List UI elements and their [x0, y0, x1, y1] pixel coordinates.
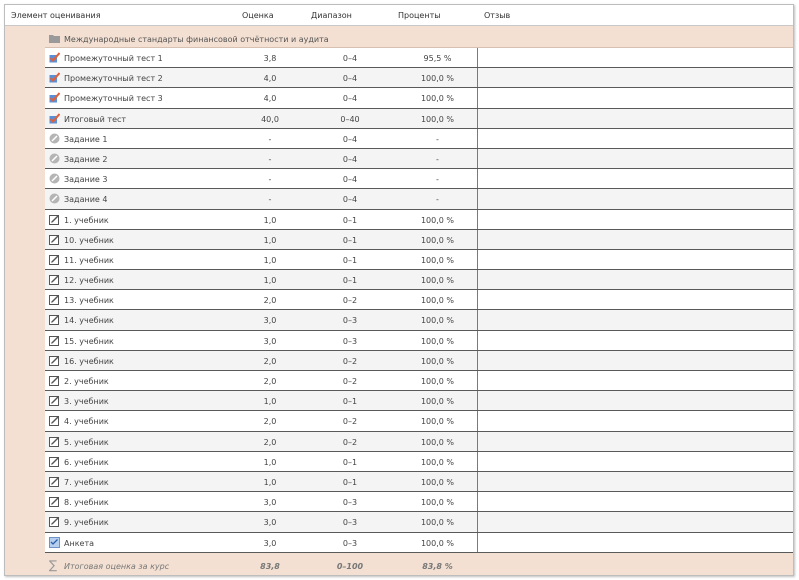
lesson-icon — [49, 355, 60, 366]
quiz-icon — [49, 113, 60, 124]
grade-value: 3,0 — [263, 498, 277, 508]
range-value: 0–1 — [342, 215, 358, 225]
lesson-icon — [49, 415, 60, 426]
range-value: 0–4 — [342, 175, 358, 185]
range-value: 0–1 — [342, 477, 358, 487]
feedback-cell — [478, 310, 793, 329]
table-row — [45, 371, 793, 391]
grade-value: 2,0 — [263, 356, 277, 366]
table-row — [45, 169, 793, 189]
table-row — [45, 109, 793, 129]
lesson-icon — [49, 516, 60, 527]
percent-value: 100,0 % — [420, 255, 455, 265]
grade-value: 3,0 — [263, 336, 277, 346]
range-value: 0–3 — [342, 518, 358, 528]
range-value: 0–4 — [342, 74, 358, 84]
percent-value: 100,0 % — [420, 74, 455, 84]
range-value: 0–4 — [342, 195, 358, 205]
grade-value: 2,0 — [263, 296, 277, 306]
table-row — [45, 48, 793, 68]
category-name: Международные стандарты финансовой отчётности и аудита — [64, 35, 329, 44]
grade-value: 1,0 — [263, 276, 277, 286]
lesson-icon — [49, 375, 60, 386]
grade-item-name[interactable]: 13. учебник — [64, 296, 114, 306]
course-total-percent: 83,8 % — [422, 562, 453, 571]
range-value: 0–2 — [342, 417, 358, 427]
grade-items — [45, 48, 793, 553]
range-value: 0–2 — [342, 356, 358, 366]
lesson-icon — [49, 294, 60, 305]
range-value: 0–3 — [342, 336, 358, 346]
grade-item-name[interactable]: Задание 2 — [64, 154, 108, 164]
lesson-icon — [49, 436, 60, 447]
folder-icon — [49, 34, 60, 45]
table-row — [45, 472, 793, 492]
percent-value: 100,0 % — [420, 437, 455, 447]
course-total-label: Итоговая оценка за курс — [64, 562, 170, 571]
quiz-icon — [49, 52, 60, 63]
feedback-cell — [478, 48, 793, 67]
lesson-icon — [49, 496, 60, 507]
grade-item-name[interactable]: 10. учебник — [64, 235, 114, 245]
header-grade[interactable]: Оценка — [242, 11, 274, 20]
feedback-cell — [478, 512, 793, 531]
grade-item-name[interactable]: 12. учебник — [64, 276, 114, 286]
feedback-cell — [478, 533, 793, 552]
percent-value: 100,0 % — [420, 377, 455, 386]
grade-item-name[interactable]: 1. учебник — [64, 215, 109, 225]
feedback-cell — [478, 432, 793, 451]
range-value: 0–4 — [342, 54, 358, 63]
grade-item-name[interactable]: 2. учебник — [64, 377, 109, 386]
feedback-cell — [478, 452, 793, 471]
table-row — [45, 250, 793, 270]
grade-value: - — [268, 154, 272, 164]
grade-value: 1,0 — [263, 457, 277, 467]
feedback-cell — [478, 391, 793, 410]
quiz-icon — [49, 92, 60, 103]
grade-item-name[interactable]: 15. учебник — [64, 336, 114, 346]
range-value: 0–40 — [340, 114, 360, 124]
header-item[interactable]: Элемент оценивания — [11, 11, 101, 20]
grade-item-name[interactable]: Промежуточный тест 3 — [64, 94, 163, 104]
feedback-cell — [478, 210, 793, 229]
feedback-cell — [478, 290, 793, 309]
table-row — [45, 492, 793, 512]
grade-value: 3,8 — [263, 54, 277, 63]
percent-value: - — [436, 195, 439, 205]
percent-value: 100,0 % — [420, 316, 455, 326]
table-row — [45, 512, 793, 532]
grade-value: - — [268, 175, 272, 185]
table-row — [45, 432, 793, 452]
table-row — [45, 210, 793, 230]
feedback-cell — [478, 411, 793, 430]
percent-value: 95,5 % — [423, 54, 452, 63]
assignment-icon — [49, 153, 60, 164]
assignment-icon — [49, 133, 60, 144]
percent-value: - — [436, 154, 439, 164]
range-value: 0–3 — [342, 316, 358, 326]
range-value: 0–3 — [342, 538, 358, 548]
grade-item-name[interactable]: 4. учебник — [64, 417, 109, 427]
grader-report — [4, 4, 794, 576]
lesson-icon — [49, 335, 60, 346]
percent-value: 100,0 % — [420, 235, 455, 245]
lesson-icon — [49, 314, 60, 325]
lesson-icon — [49, 214, 60, 225]
grade-value: 1,0 — [263, 477, 277, 487]
grade-item-name[interactable]: 11. учебник — [64, 255, 114, 265]
grade-value: 2,0 — [263, 417, 277, 427]
grade-value: 1,0 — [263, 235, 277, 245]
grade-item-name[interactable]: 9. учебник — [64, 518, 109, 528]
grade-item-name[interactable]: 3. учебник — [64, 397, 109, 407]
sigma-icon: ∑ — [49, 558, 58, 572]
header-percent[interactable]: Проценты — [398, 11, 441, 20]
grade-value: - — [268, 134, 272, 144]
assignment-icon — [49, 193, 60, 204]
percent-value: 100,0 % — [420, 356, 455, 366]
table-row — [45, 391, 793, 411]
range-value: 0–1 — [342, 276, 358, 286]
feedback-cell — [478, 230, 793, 249]
percent-value: 100,0 % — [420, 518, 455, 528]
percent-value: 100,0 % — [420, 538, 455, 548]
grade-value: - — [268, 195, 272, 205]
lesson-icon — [49, 456, 60, 467]
range-value: 0–1 — [342, 235, 358, 245]
table-row — [45, 88, 793, 108]
feedback-cell — [478, 492, 793, 511]
feedback-cell — [478, 169, 793, 188]
grade-value: 3,0 — [263, 518, 277, 528]
percent-value: 100,0 % — [420, 114, 455, 124]
range-value: 0–4 — [342, 154, 358, 164]
category-row — [45, 31, 793, 48]
table-row — [45, 189, 793, 209]
range-value: 0–3 — [342, 498, 358, 508]
lesson-icon — [49, 395, 60, 406]
assignment-icon — [49, 173, 60, 184]
table-row — [45, 411, 793, 431]
range-value: 0–2 — [342, 296, 358, 306]
table-row — [45, 290, 793, 310]
lesson-icon — [49, 254, 60, 265]
lesson-icon — [49, 234, 60, 245]
grade-item-name[interactable]: Задание 3 — [64, 175, 108, 185]
table-row — [45, 129, 793, 149]
course-total-row — [45, 557, 793, 574]
grade-item-name[interactable]: 14. учебник — [64, 316, 114, 326]
course-total-range: 0–100 — [336, 562, 364, 571]
feedback-cell — [478, 129, 793, 148]
percent-value: 100,0 % — [420, 498, 455, 508]
table-row — [45, 351, 793, 371]
feedback-cell — [478, 189, 793, 208]
percent-value: 100,0 % — [420, 94, 455, 104]
percent-value: 100,0 % — [420, 397, 455, 407]
table-header — [5, 5, 793, 26]
grade-value: 3,0 — [263, 538, 277, 548]
feedback-cell — [478, 472, 793, 491]
grade-value: 1,0 — [263, 215, 277, 225]
table-row — [45, 68, 793, 88]
feedback-cell — [478, 149, 793, 168]
feedback-cell — [478, 68, 793, 87]
grade-item-name[interactable]: Задание 1 — [64, 134, 108, 144]
grade-value: 4,0 — [263, 94, 277, 104]
course-total-grade: 83,8 — [260, 562, 280, 571]
grade-item-name[interactable]: 7. учебник — [64, 477, 109, 487]
grade-item-name[interactable]: Промежуточный тест 2 — [64, 74, 163, 84]
grade-item-name[interactable]: 16. учебник — [64, 356, 114, 366]
grade-value: 3,0 — [263, 316, 277, 326]
grade-item-name[interactable]: Анкета — [64, 538, 95, 548]
percent-value: - — [436, 134, 439, 144]
grade-value: 2,0 — [263, 377, 277, 386]
table-row — [45, 533, 793, 553]
table-row — [45, 149, 793, 169]
range-value: 0–2 — [342, 377, 358, 386]
feedback-cell — [478, 109, 793, 128]
feedback-cell — [478, 371, 793, 390]
percent-value: - — [436, 175, 439, 185]
range-value: 0–1 — [342, 397, 358, 407]
feedback-cell — [478, 250, 793, 269]
table-row — [45, 230, 793, 250]
grade-value: 2,0 — [263, 437, 277, 447]
table-row — [45, 310, 793, 330]
table-body — [5, 26, 793, 575]
percent-value: 100,0 % — [420, 296, 455, 306]
table-row — [45, 331, 793, 351]
range-value: 0–1 — [342, 255, 358, 265]
feedback-cell — [478, 270, 793, 289]
range-value: 0–2 — [342, 437, 358, 447]
feedback-cell — [478, 88, 793, 107]
questionnaire-icon — [49, 537, 60, 548]
grade-value: 4,0 — [263, 74, 277, 84]
grade-value: 40,0 — [261, 114, 279, 124]
lesson-icon — [49, 274, 60, 285]
percent-value: 100,0 % — [420, 457, 455, 467]
grade-item-name[interactable]: 6. учебник — [64, 457, 109, 467]
grade-item-name[interactable]: 8. учебник — [64, 498, 109, 508]
table-row — [45, 270, 793, 290]
percent-value: 100,0 % — [420, 276, 455, 286]
grade-item-name[interactable]: 5. учебник — [64, 437, 109, 447]
grade-item-name[interactable]: Промежуточный тест 1 — [64, 54, 163, 63]
percent-value: 100,0 % — [420, 477, 455, 487]
feedback-cell — [478, 351, 793, 370]
percent-value: 100,0 % — [420, 417, 455, 427]
table-row — [45, 452, 793, 472]
quiz-icon — [49, 72, 60, 83]
range-value: 0–1 — [342, 457, 358, 467]
lesson-icon — [49, 476, 60, 487]
percent-value: 100,0 % — [420, 336, 455, 346]
grade-item-name[interactable]: Задание 4 — [64, 195, 108, 205]
feedback-cell — [478, 331, 793, 350]
header-feedback[interactable]: Отзыв — [484, 11, 511, 20]
range-value: 0–4 — [342, 94, 358, 104]
grade-value: 1,0 — [263, 255, 277, 265]
header-range[interactable]: Диапазон — [311, 11, 352, 20]
range-value: 0–4 — [342, 134, 358, 144]
grade-item-name[interactable]: Итоговый тест — [64, 114, 127, 124]
grade-value: 1,0 — [263, 397, 277, 407]
percent-value: 100,0 % — [420, 215, 455, 225]
